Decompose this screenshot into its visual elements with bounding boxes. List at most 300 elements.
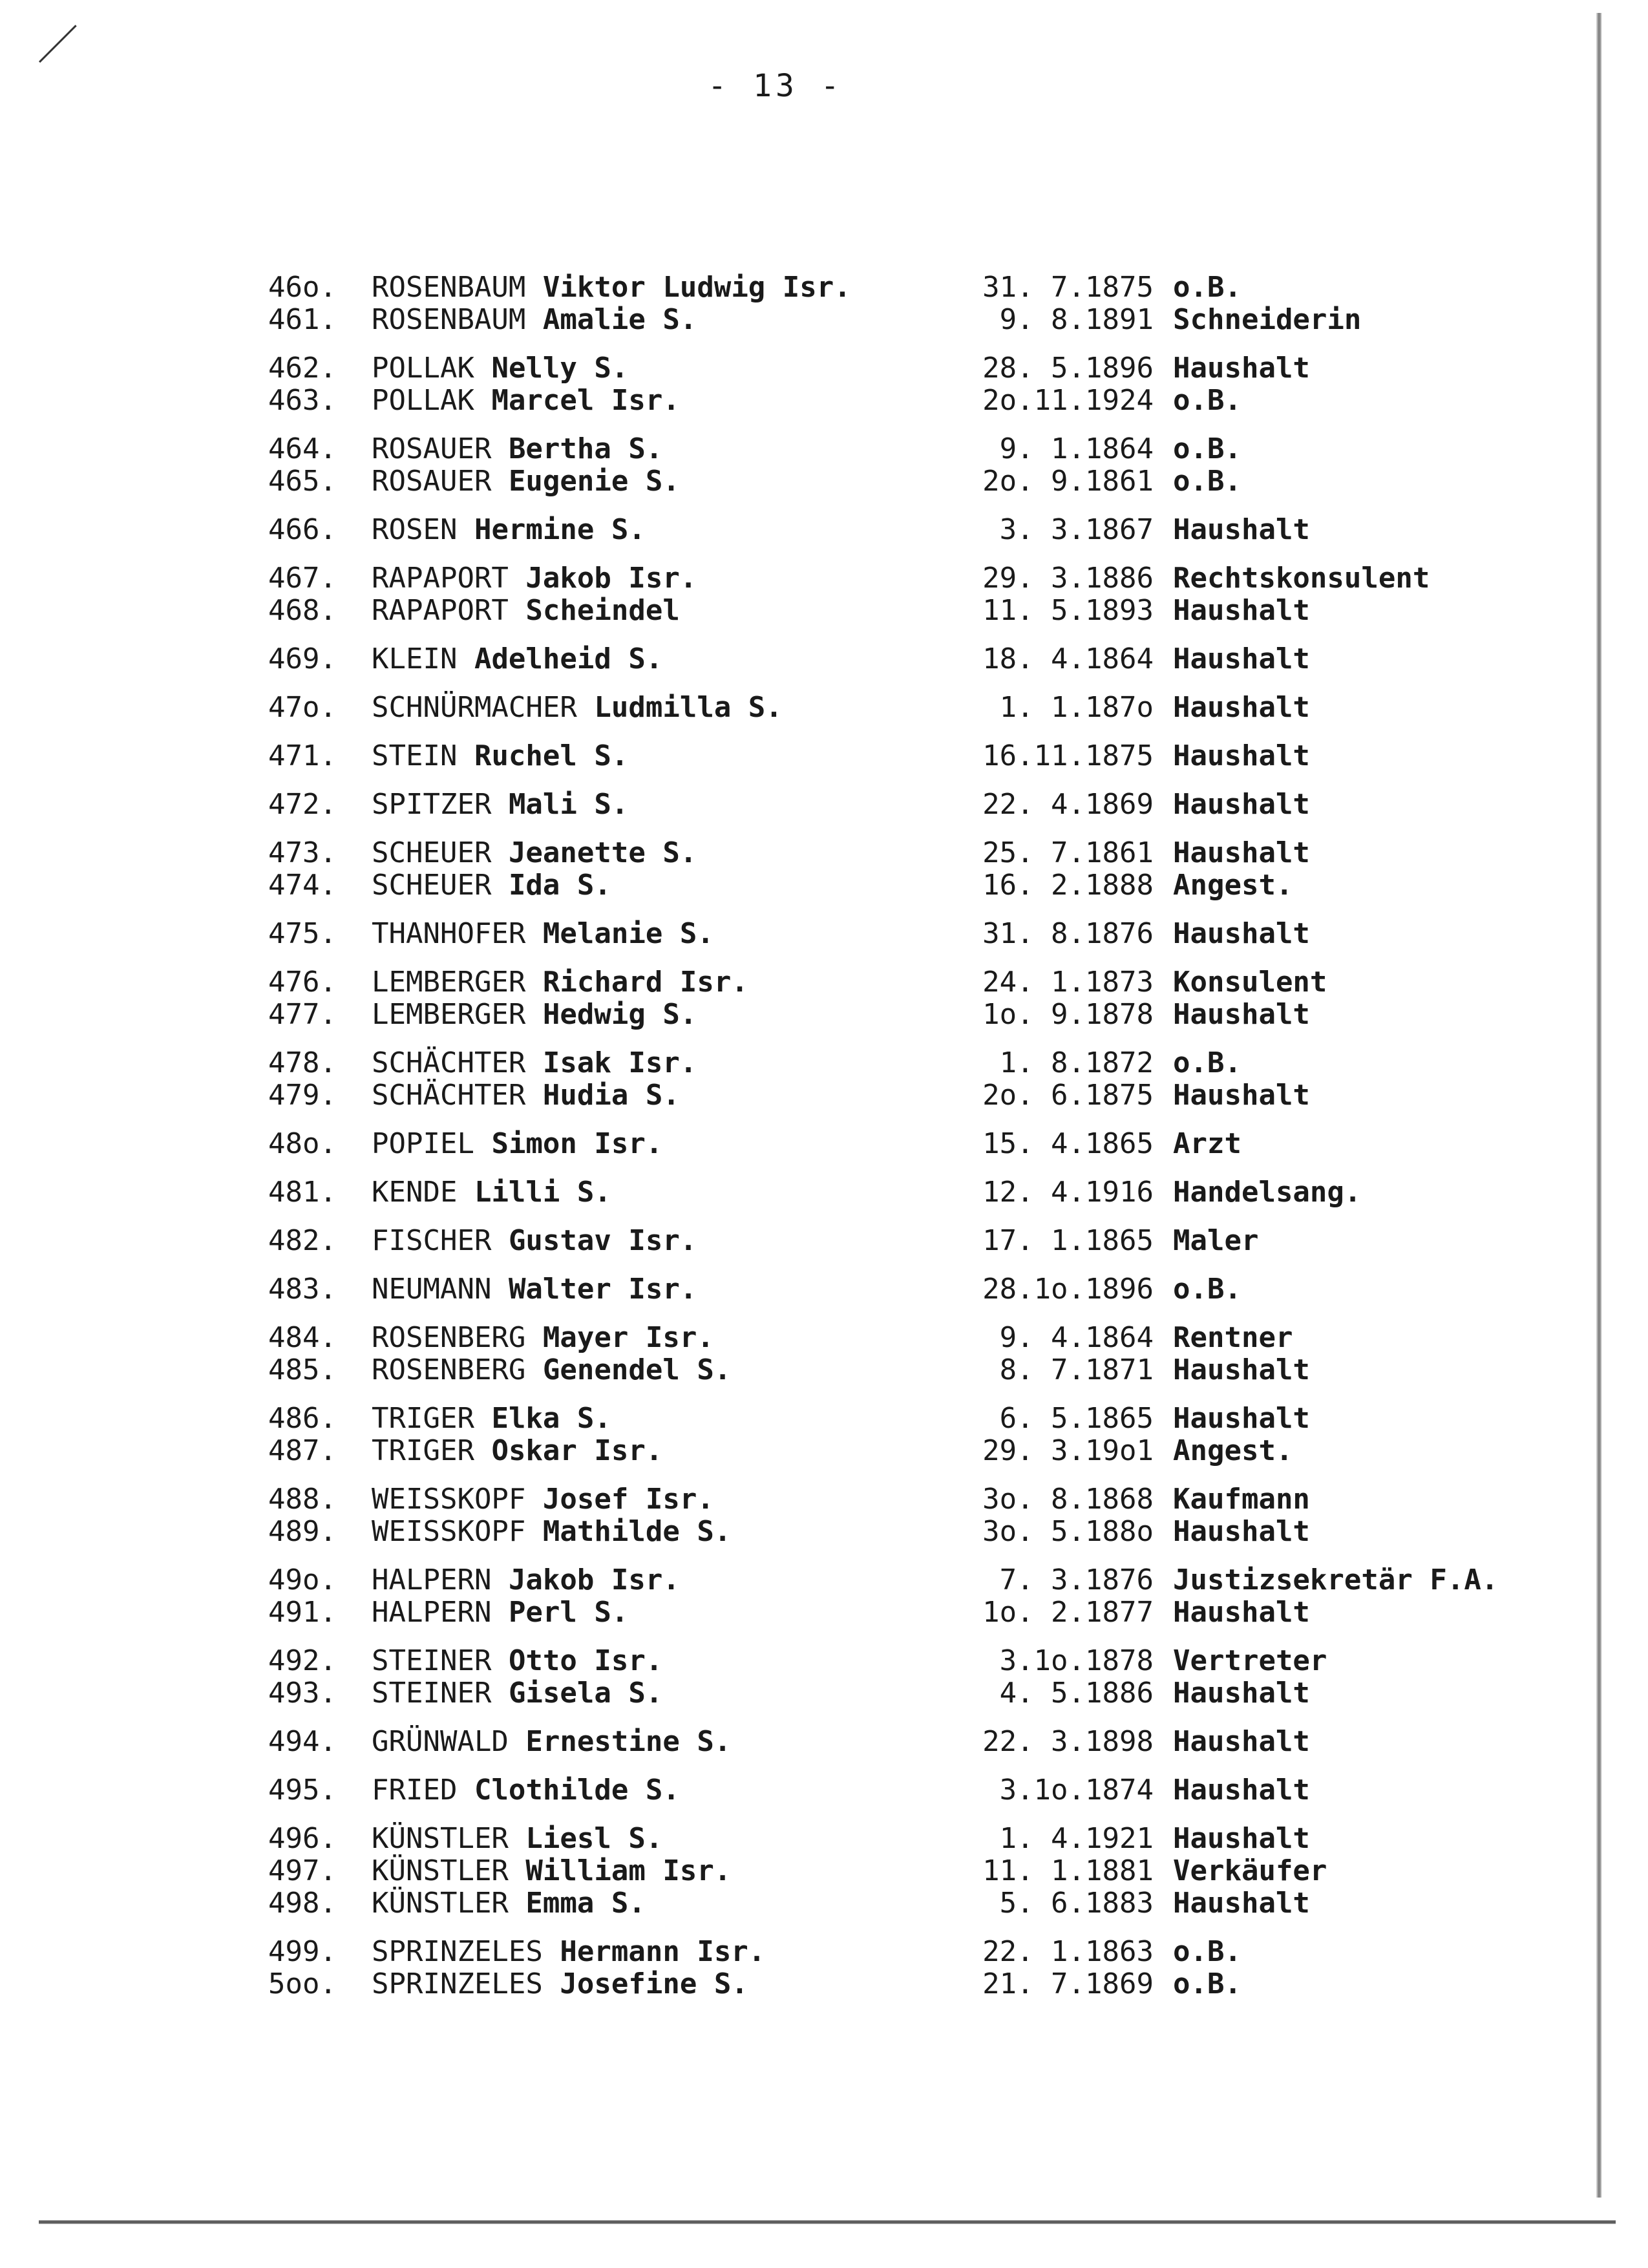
- entry-surname: POPIEL: [372, 1127, 474, 1160]
- entry-birth-date: 17. 1.1865: [982, 1224, 1154, 1257]
- entry-surname: SPRINZELES: [372, 1935, 543, 1968]
- entry-occupation: Haushalt: [1173, 1515, 1310, 1548]
- list-entry: [268, 740, 1625, 772]
- entry-birth-date: 31. 8.1876: [982, 917, 1154, 950]
- entry-given-name: Ida S.: [508, 869, 611, 902]
- list-entry: [268, 918, 1625, 950]
- entry-birth-date: 7. 3.1876: [999, 1563, 1154, 1596]
- entry-occupation: Haushalt: [1173, 1822, 1310, 1855]
- group-spacer: [268, 1112, 1625, 1128]
- group-spacer: [268, 1306, 1625, 1322]
- entry-number: 48o.: [268, 1127, 337, 1160]
- group-spacer: [268, 1160, 1625, 1176]
- entry-birth-date: 18. 4.1864: [982, 642, 1154, 675]
- entry-occupation: Schneiderin: [1173, 303, 1362, 336]
- entry-number: 494.: [268, 1725, 337, 1758]
- entry-surname: SCHNÜRMACHER: [372, 691, 577, 724]
- list-entry: [268, 1435, 1625, 1467]
- entry-number: 472.: [268, 788, 337, 821]
- entry-occupation: o.B.: [1173, 432, 1241, 465]
- entry-birth-date: 9. 1.1864: [999, 432, 1154, 465]
- group-spacer: [268, 417, 1625, 433]
- entry-occupation: Haushalt: [1173, 739, 1310, 772]
- entry-occupation: o.B.: [1173, 1273, 1241, 1306]
- entry-surname: KÜNSTLER: [372, 1887, 509, 1920]
- entry-number: 477.: [268, 998, 337, 1031]
- entry-number: 486.: [268, 1402, 337, 1435]
- entry-occupation: Haushalt: [1173, 788, 1310, 821]
- entry-surname: NEUMANN: [372, 1273, 492, 1306]
- list-entry: [268, 595, 1625, 627]
- list-entry: [268, 966, 1625, 999]
- list-entry: [268, 1322, 1625, 1354]
- entry-name: [372, 1354, 731, 1386]
- group-spacer: [268, 498, 1625, 514]
- list-entry: [268, 304, 1625, 336]
- page-bottom-edge: [39, 2220, 1616, 2224]
- group-spacer: [268, 1629, 1625, 1645]
- entry-occupation: o.B.: [1173, 1046, 1241, 1079]
- entry-given-name: Gustav Isr.: [508, 1224, 697, 1257]
- entry-birth-date: 11. 5.1893: [982, 594, 1154, 627]
- page-number: - 13 -: [708, 68, 843, 104]
- entry-occupation: o.B.: [1173, 1967, 1241, 2000]
- list-entry: [268, 1516, 1625, 1548]
- entry-number: 49o.: [268, 1563, 337, 1596]
- entry-occupation: Justizsekretär F.A.: [1173, 1563, 1499, 1596]
- entry-occupation: Haushalt: [1173, 1079, 1310, 1112]
- entry-name: [372, 271, 851, 304]
- entry-occupation: Haushalt: [1173, 998, 1310, 1031]
- group-spacer: [268, 546, 1625, 562]
- entry-given-name: Hermine S.: [474, 513, 646, 546]
- entry-surname: SCHEUER: [372, 836, 492, 869]
- person-list: [268, 271, 1625, 2000]
- entry-surname: POLLAK: [372, 352, 474, 385]
- entry-number: 466.: [268, 513, 337, 546]
- entry-number: 479.: [268, 1079, 337, 1112]
- entry-given-name: Ruchel S.: [474, 739, 629, 772]
- list-entry: [268, 352, 1625, 385]
- list-entry: [268, 999, 1625, 1031]
- entry-birth-date: 11. 1.1881: [982, 1854, 1154, 1887]
- entry-surname: SPRINZELES: [372, 1967, 543, 2000]
- entry-given-name: Mathilde S.: [542, 1515, 732, 1548]
- entry-occupation: Haushalt: [1173, 1402, 1310, 1435]
- entry-name: [372, 1225, 697, 1257]
- entry-name: [372, 1936, 765, 1968]
- entry-name: [372, 1677, 662, 1710]
- entry-given-name: Amalie S.: [542, 303, 697, 336]
- entry-birth-date: 3.1o.1874: [999, 1774, 1154, 1807]
- list-entry: [268, 1936, 1625, 1968]
- entry-given-name: Eugenie S.: [508, 465, 680, 498]
- group-spacer: [268, 821, 1625, 837]
- list-entry: [268, 1176, 1625, 1209]
- group-spacer: [268, 1758, 1625, 1774]
- entry-birth-date: 3.1o.1878: [999, 1644, 1154, 1677]
- entry-name: [372, 1564, 680, 1596]
- list-entry: [268, 433, 1625, 465]
- entry-birth-date: 25. 7.1861: [982, 836, 1154, 869]
- entry-given-name: Viktor Ludwig Isr.: [542, 271, 851, 304]
- entry-given-name: Josef Isr.: [542, 1483, 714, 1516]
- entry-occupation: Rentner: [1173, 1321, 1293, 1354]
- entry-number: 487.: [268, 1434, 337, 1467]
- entry-name: [372, 918, 714, 950]
- list-entry: [268, 1596, 1625, 1629]
- entry-birth-date: 29. 3.1886: [982, 562, 1154, 595]
- entry-number: 464.: [268, 432, 337, 465]
- list-entry: [268, 1887, 1625, 1920]
- entry-name: [372, 869, 611, 902]
- list-entry: [268, 1726, 1625, 1758]
- entry-name: [372, 1176, 611, 1209]
- entry-occupation: Kaufmann: [1173, 1483, 1310, 1516]
- list-entry: [268, 1774, 1625, 1807]
- entry-surname: ROSENBAUM: [372, 271, 526, 304]
- entry-birth-date: 1. 4.1921: [999, 1822, 1154, 1855]
- list-entry: [268, 1128, 1625, 1160]
- list-entry: [268, 1403, 1625, 1435]
- group-spacer: [268, 675, 1625, 692]
- entry-occupation: Rechtskonsulent: [1173, 562, 1430, 595]
- entry-birth-date: 2o.11.1924: [982, 384, 1154, 417]
- list-entry: [268, 1968, 1625, 2000]
- entry-given-name: Oskar Isr.: [491, 1434, 663, 1467]
- entry-number: 463.: [268, 384, 337, 417]
- group-spacer: [268, 1257, 1625, 1273]
- entry-surname: TRIGER: [372, 1434, 474, 1467]
- entry-given-name: Otto Isr.: [508, 1644, 663, 1677]
- entry-given-name: Jeanette S.: [508, 836, 697, 869]
- entry-surname: FISCHER: [372, 1224, 492, 1257]
- entry-given-name: William Isr.: [525, 1854, 732, 1887]
- entry-birth-date: 4. 5.1886: [999, 1677, 1154, 1710]
- entry-number: 5oo.: [268, 1967, 337, 2000]
- entry-occupation: Haushalt: [1173, 1887, 1310, 1920]
- entry-occupation: Haushalt: [1173, 513, 1310, 546]
- entry-number: 462.: [268, 352, 337, 385]
- list-entry: [268, 1855, 1625, 1887]
- entry-name: [372, 789, 628, 821]
- entry-given-name: Mali S.: [508, 788, 629, 821]
- entry-occupation: o.B.: [1173, 271, 1241, 304]
- entry-surname: KLEIN: [372, 642, 458, 675]
- entry-given-name: Ludmilla S.: [594, 691, 783, 724]
- entry-given-name: Marcel Isr.: [491, 384, 680, 417]
- entry-surname: GRÜNWALD: [372, 1725, 509, 1758]
- group-spacer: [268, 724, 1625, 740]
- entry-surname: ROSENBAUM: [372, 303, 526, 336]
- entry-birth-date: 1. 1.187o: [999, 691, 1154, 724]
- entry-name: [372, 966, 748, 999]
- entry-name: [372, 1047, 697, 1079]
- entry-surname: HALPERN: [372, 1596, 492, 1629]
- group-spacer: [268, 627, 1625, 643]
- entry-number: 496.: [268, 1822, 337, 1855]
- list-entry: [268, 1645, 1625, 1677]
- entry-birth-date: 28.1o.1896: [982, 1273, 1154, 1306]
- entry-surname: SCHÄCHTER: [372, 1046, 526, 1079]
- entry-birth-date: 22. 4.1869: [982, 788, 1154, 821]
- list-entry: [268, 514, 1625, 546]
- entry-birth-date: 29. 3.19o1: [982, 1434, 1154, 1467]
- entry-name: [372, 1823, 662, 1855]
- entry-occupation: Haushalt: [1173, 691, 1310, 724]
- scan-mark: [39, 25, 77, 63]
- entry-given-name: Emma S.: [525, 1887, 646, 1920]
- entry-occupation: Handelsang.: [1173, 1176, 1362, 1209]
- entry-birth-date: 1. 8.1872: [999, 1046, 1154, 1079]
- entry-surname: STEIN: [372, 739, 458, 772]
- list-entry: [268, 1079, 1625, 1112]
- entry-name: [372, 1079, 680, 1112]
- entry-surname: HALPERN: [372, 1563, 492, 1596]
- group-spacer: [268, 1209, 1625, 1225]
- entry-name: [372, 1403, 611, 1435]
- entry-name: [372, 1516, 731, 1548]
- entry-birth-date: 24. 1.1873: [982, 966, 1154, 999]
- entry-number: 484.: [268, 1321, 337, 1354]
- entry-name: [372, 1645, 662, 1677]
- entry-given-name: Genendel S.: [542, 1353, 732, 1386]
- entry-number: 465.: [268, 465, 337, 498]
- entry-occupation: o.B.: [1173, 1935, 1241, 1968]
- entry-occupation: Haushalt: [1173, 642, 1310, 675]
- entry-name: [372, 1273, 697, 1306]
- entry-number: 498.: [268, 1887, 337, 1920]
- entry-name: [372, 1435, 662, 1467]
- entry-number: 46o.: [268, 271, 337, 304]
- entry-name: [372, 643, 662, 675]
- entry-given-name: Isak Isr.: [542, 1046, 697, 1079]
- entry-birth-date: 22. 1.1863: [982, 1935, 1154, 1968]
- entry-name: [372, 465, 680, 498]
- entry-name: [372, 562, 697, 595]
- group-spacer: [268, 902, 1625, 918]
- list-entry: [268, 1823, 1625, 1855]
- entry-given-name: Lilli S.: [474, 1176, 611, 1209]
- list-entry: [268, 465, 1625, 498]
- list-entry: [268, 643, 1625, 675]
- list-entry: [268, 869, 1625, 902]
- entry-surname: ROSEN: [372, 513, 458, 546]
- entry-given-name: Richard Isr.: [542, 966, 748, 999]
- entry-given-name: Jakob Isr.: [525, 562, 697, 595]
- entry-name: [372, 1968, 748, 2000]
- entry-birth-date: 2o. 9.1861: [982, 465, 1154, 498]
- entry-number: 481.: [268, 1176, 337, 1209]
- entry-surname: WEISSKOPF: [372, 1515, 526, 1548]
- group-spacer: [268, 1031, 1625, 1047]
- entry-birth-date: 3. 3.1867: [999, 513, 1154, 546]
- entry-name: [372, 1887, 646, 1920]
- entry-number: 478.: [268, 1046, 337, 1079]
- entry-surname: SCHÄCHTER: [372, 1079, 526, 1112]
- entry-number: 483.: [268, 1273, 337, 1306]
- entry-surname: POLLAK: [372, 384, 474, 417]
- group-spacer: [268, 1710, 1625, 1726]
- entry-occupation: Maler: [1173, 1224, 1259, 1257]
- entry-occupation: Haushalt: [1173, 1725, 1310, 1758]
- entry-surname: THANHOFER: [372, 917, 526, 950]
- group-spacer: [268, 772, 1625, 789]
- entry-number: 473.: [268, 836, 337, 869]
- entry-name: [372, 740, 628, 772]
- entry-number: 495.: [268, 1774, 337, 1807]
- entry-occupation: Verkäufer: [1173, 1854, 1327, 1887]
- entry-occupation: Konsulent: [1173, 966, 1327, 999]
- entry-name: [372, 1855, 731, 1887]
- entry-birth-date: 1o. 9.1878: [982, 998, 1154, 1031]
- entry-occupation: Haushalt: [1173, 1353, 1310, 1386]
- entry-birth-date: 3o. 5.188o: [982, 1515, 1154, 1548]
- entry-number: 475.: [268, 917, 337, 950]
- entry-birth-date: 16.11.1875: [982, 739, 1154, 772]
- entry-birth-date: 2o. 6.1875: [982, 1079, 1154, 1112]
- entry-surname: LEMBERGER: [372, 998, 526, 1031]
- entry-name: [372, 1128, 662, 1160]
- entry-number: 471.: [268, 739, 337, 772]
- entry-number: 491.: [268, 1596, 337, 1629]
- entry-surname: STEINER: [372, 1644, 492, 1677]
- list-entry: [268, 1225, 1625, 1257]
- entry-name: [372, 1774, 680, 1807]
- entry-number: 467.: [268, 562, 337, 595]
- entry-given-name: Adelheid S.: [474, 642, 663, 675]
- entry-number: 489.: [268, 1515, 337, 1548]
- entry-birth-date: 1o. 2.1877: [982, 1596, 1154, 1629]
- entry-given-name: Gisela S.: [508, 1677, 663, 1710]
- entry-surname: RAPAPORT: [372, 594, 509, 627]
- entry-name: [372, 1726, 731, 1758]
- list-entry: [268, 1354, 1625, 1386]
- entry-surname: ROSAUER: [372, 432, 492, 465]
- entry-given-name: Josefine S.: [560, 1967, 748, 2000]
- entry-occupation: Vertreter: [1173, 1644, 1327, 1677]
- entry-number: 482.: [268, 1224, 337, 1257]
- entry-given-name: Nelly S.: [491, 352, 629, 385]
- entry-given-name: Liesl S.: [525, 1822, 663, 1855]
- list-entry: [268, 837, 1625, 869]
- entry-given-name: Simon Isr.: [491, 1127, 663, 1160]
- entry-given-name: Hudia S.: [542, 1079, 680, 1112]
- group-spacer: [268, 1467, 1625, 1483]
- entry-surname: FRIED: [372, 1774, 458, 1807]
- list-entry: [268, 1483, 1625, 1516]
- entry-birth-date: 28. 5.1896: [982, 352, 1154, 385]
- entry-birth-date: 12. 4.1916: [982, 1176, 1154, 1209]
- list-entry: [268, 385, 1625, 417]
- entry-birth-date: 9. 8.1891: [999, 303, 1154, 336]
- entry-given-name: Perl S.: [508, 1596, 629, 1629]
- entry-given-name: Hermann Isr.: [560, 1935, 766, 1968]
- group-spacer: [268, 1548, 1625, 1564]
- entry-number: 461.: [268, 303, 337, 336]
- entry-given-name: Clothilde S.: [474, 1774, 680, 1807]
- entry-surname: ROSENBERG: [372, 1321, 526, 1354]
- entry-occupation: Angest.: [1173, 869, 1293, 902]
- entry-surname: SCHEUER: [372, 869, 492, 902]
- entry-surname: RAPAPORT: [372, 562, 509, 595]
- entry-occupation: Haushalt: [1173, 917, 1310, 950]
- entry-name: [372, 1322, 714, 1354]
- entry-given-name: Scheindel: [525, 594, 680, 627]
- list-entry: [268, 1677, 1625, 1710]
- group-spacer: [268, 1807, 1625, 1823]
- list-entry: [268, 1273, 1625, 1306]
- entry-surname: LEMBERGER: [372, 966, 526, 999]
- entry-given-name: Ernestine S.: [525, 1725, 732, 1758]
- group-spacer: [268, 1920, 1625, 1936]
- entry-number: 488.: [268, 1483, 337, 1516]
- entry-surname: WEISSKOPF: [372, 1483, 526, 1516]
- entry-given-name: Walter Isr.: [508, 1273, 697, 1306]
- entry-number: 47o.: [268, 691, 337, 724]
- entry-occupation: Angest.: [1173, 1434, 1293, 1467]
- entry-surname: TRIGER: [372, 1402, 474, 1435]
- entry-occupation: Haushalt: [1173, 1774, 1310, 1807]
- entry-number: 476.: [268, 966, 337, 999]
- entry-given-name: Hedwig S.: [542, 998, 697, 1031]
- entry-number: 468.: [268, 594, 337, 627]
- entry-number: 497.: [268, 1854, 337, 1887]
- list-entry: [268, 692, 1625, 724]
- list-entry: [268, 1047, 1625, 1079]
- entry-number: 469.: [268, 642, 337, 675]
- group-spacer: [268, 336, 1625, 352]
- list-entry: [268, 1564, 1625, 1596]
- entry-birth-date: 16. 2.1888: [982, 869, 1154, 902]
- group-spacer: [268, 950, 1625, 966]
- entry-name: [372, 304, 697, 336]
- entry-birth-date: 15. 4.1865: [982, 1127, 1154, 1160]
- entry-occupation: Haushalt: [1173, 1596, 1310, 1629]
- entry-surname: KÜNSTLER: [372, 1854, 509, 1887]
- entry-given-name: Elka S.: [491, 1402, 611, 1435]
- entry-given-name: Melanie S.: [542, 917, 714, 950]
- entry-name: [372, 692, 783, 724]
- entry-birth-date: 3o. 8.1868: [982, 1483, 1154, 1516]
- entry-given-name: Bertha S.: [508, 432, 663, 465]
- entry-number: 499.: [268, 1935, 337, 1968]
- entry-name: [372, 433, 662, 465]
- entry-number: 492.: [268, 1644, 337, 1677]
- entry-birth-date: 9. 4.1864: [999, 1321, 1154, 1354]
- entry-surname: ROSAUER: [372, 465, 492, 498]
- entry-birth-date: 22. 3.1898: [982, 1725, 1154, 1758]
- group-spacer: [268, 1386, 1625, 1403]
- entry-number: 485.: [268, 1353, 337, 1386]
- entry-name: [372, 837, 697, 869]
- entry-given-name: Mayer Isr.: [542, 1321, 714, 1354]
- entry-name: [372, 352, 628, 385]
- entry-occupation: o.B.: [1173, 384, 1241, 417]
- entry-name: [372, 385, 680, 417]
- entry-name: [372, 595, 680, 627]
- entry-birth-date: 8. 7.1871: [999, 1353, 1154, 1386]
- entry-occupation: Arzt: [1173, 1127, 1241, 1160]
- entry-surname: KÜNSTLER: [372, 1822, 509, 1855]
- entry-given-name: Jakob Isr.: [508, 1563, 680, 1596]
- entry-birth-date: 5. 6.1883: [999, 1887, 1154, 1920]
- list-entry: [268, 789, 1625, 821]
- entry-surname: STEINER: [372, 1677, 492, 1710]
- entry-occupation: Haushalt: [1173, 1677, 1310, 1710]
- entry-surname: ROSENBERG: [372, 1353, 526, 1386]
- entry-name: [372, 514, 646, 546]
